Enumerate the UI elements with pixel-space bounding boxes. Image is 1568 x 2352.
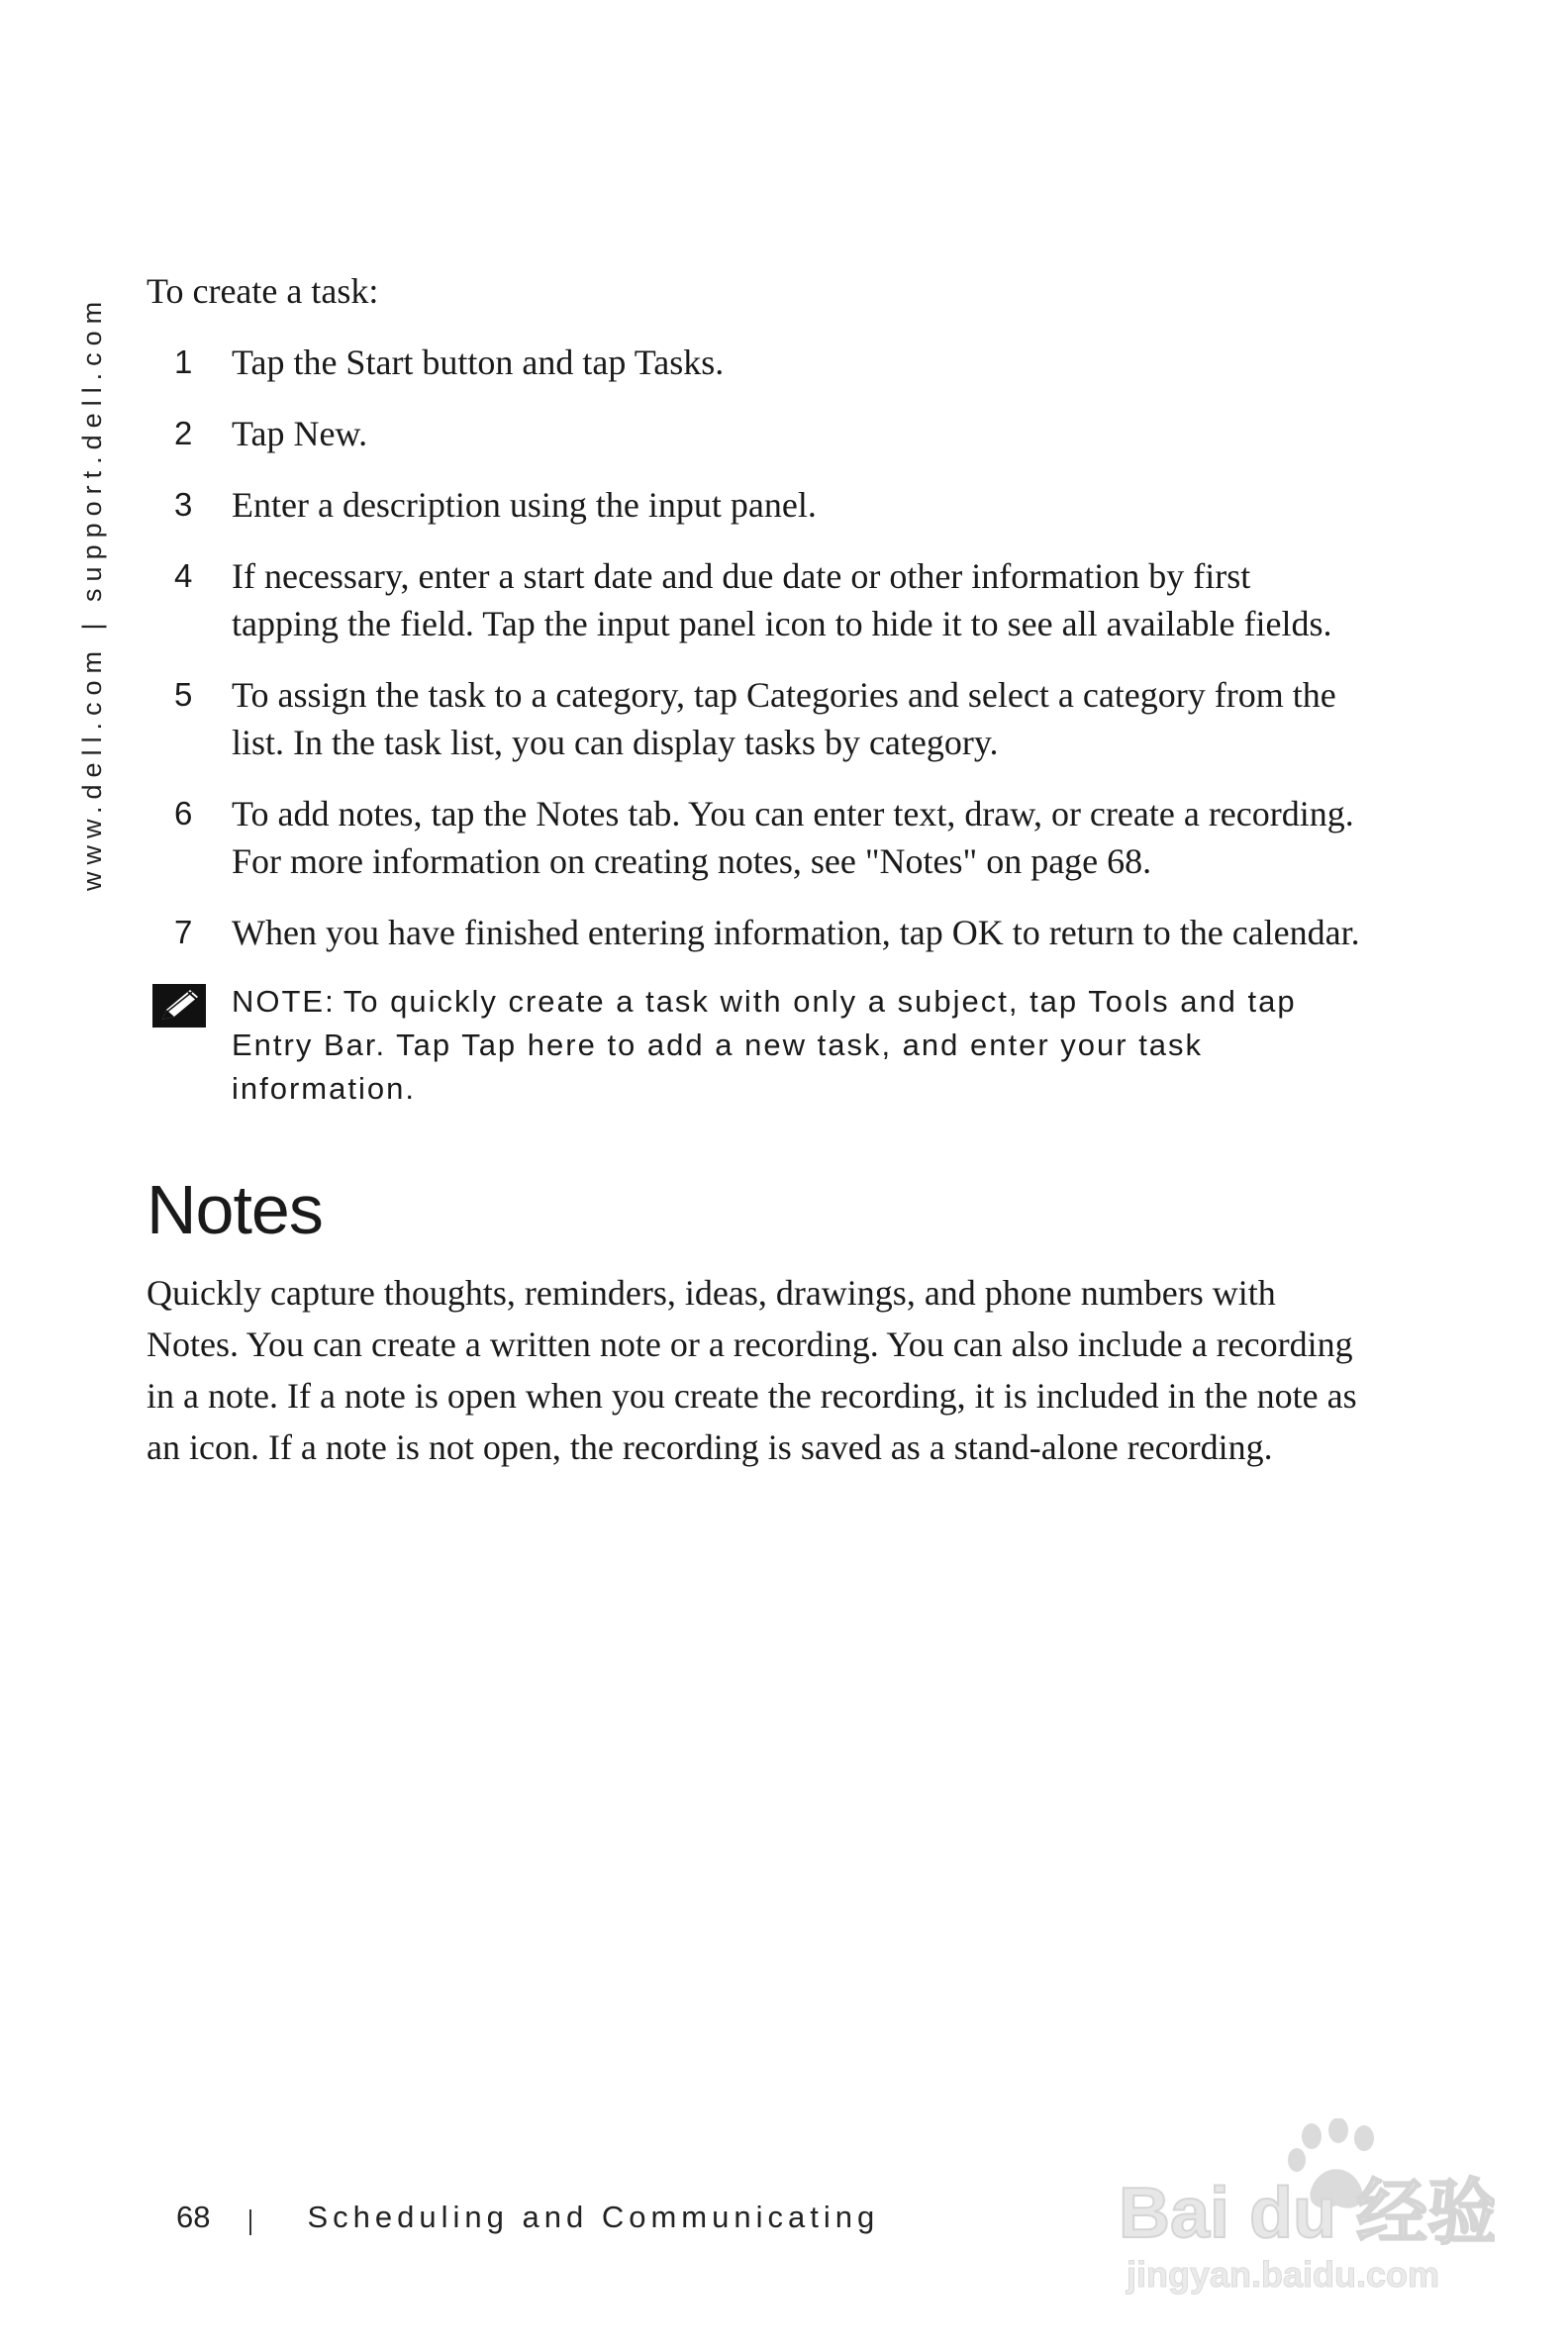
note-text [232,980,1364,1111]
watermark-brand: Bai du 经验 [1119,2174,1495,2253]
main-content [147,267,1364,1473]
step-text: When you have finished entering information, tap OK to return to the calendar. [232,913,1360,952]
note-callout [147,980,1364,1111]
note-body: To quickly create a task with only a subject, tap Tools and tap Entry Bar. Tap Tap here to add a new task, and enter your task information. [232,984,1297,1106]
section-title: Notes [147,1171,323,1248]
watermark-url: jingyan.baidu.com [1127,2254,1440,2295]
list-item [147,410,1364,457]
step-number: 2 [174,415,193,451]
sidebar-url: www.dell.com | support.dell.com [77,294,107,891]
task-steps-list [147,339,1364,956]
step-number: 5 [174,676,193,713]
section-body: Quickly capture thoughts, reminders, ideas, drawings, and phone numbers with Notes. You can create a written note or a recording. You can also include a recording in a note. If a note is open when you create the recording, it is included in the note as an icon. If a note is not open, the recording is saved as a stand-alone recording. [147,1273,1357,1467]
step-text: Enter a description using the input panel. [232,485,817,525]
list-item [147,552,1364,647]
step-number: 3 [174,486,193,523]
step-number: 1 [174,343,193,380]
list-item [147,481,1364,529]
pencil-note-icon [147,980,232,1111]
step-number: 7 [174,914,193,950]
list-item [147,909,1364,956]
list-item [147,790,1364,885]
step-text: Tap New. [232,414,368,453]
step-number: 6 [174,795,193,832]
page-footer [176,2200,879,2235]
list-item [147,671,1364,766]
chapter-title: Scheduling and Communicating [307,2200,880,2234]
intro-text: To create a task: [147,271,379,311]
list-item [147,339,1364,386]
step-text: Tap the Start button and tap Tasks. [232,343,725,382]
step-number: 4 [174,557,193,594]
step-text: If necessary, enter a start date and due date or other information by first tapping the field. Tap the input panel icon to hide it to see all available fields. [232,556,1332,643]
page-number: 68 [176,2200,211,2234]
footer-divider [249,2209,251,2235]
step-text: To assign the task to a category, tap Categories and select a category from the list. In the task list, you can display tasks by category. [232,675,1336,762]
note-label: NOTE: [232,984,336,1019]
step-text: To add notes, tap the Notes tab. You can enter text, draw, or create a recording. For more information on creating notes, see "Notes" on page 68. [232,794,1354,881]
baidu-watermark-logo [1109,2118,1495,2306]
